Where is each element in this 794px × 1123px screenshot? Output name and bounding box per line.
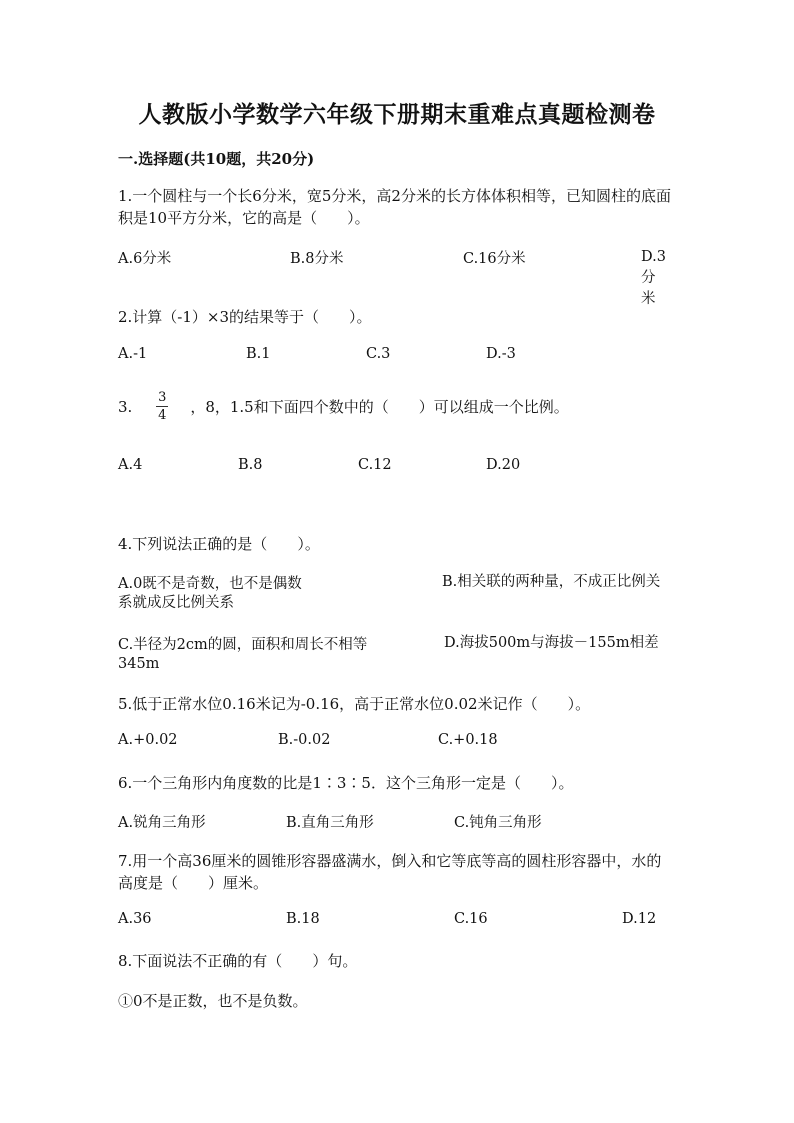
fraction-numerator: 3 xyxy=(158,390,167,405)
page-title: 人教版小学数学六年级下册期末重难点真题检测卷 xyxy=(138,101,656,128)
question-4-option-a: A.0既不是奇数，也不是偶数 xyxy=(118,576,302,592)
question-7-option-d: D.12 xyxy=(622,911,657,927)
question-3-text: ，8，1.5和下面四个数中的（ ）可以组成一个比例。 xyxy=(190,398,569,416)
question-1-option-c: C.16分米 xyxy=(463,251,526,267)
question-1-option-d-wrap xyxy=(118,247,667,310)
question-6-option-a: A.锐角三角形 xyxy=(118,815,206,831)
fraction-bar xyxy=(156,406,168,407)
question-4-option-b: B.相关联的两种量，不成正比例关系就成反比例关系 xyxy=(118,574,661,611)
question-3 xyxy=(118,390,569,423)
question-5-option-b: B.-0.02 xyxy=(278,732,331,748)
question-4-option-d: D.海拔500m与海拔－155m相差345m xyxy=(118,635,659,672)
question-2-text: 2.计算（-1）×3的结果等于（ ）。 xyxy=(118,308,372,326)
question-3-option-a: A.4 xyxy=(118,457,143,473)
question-7-option-c: C.16 xyxy=(454,911,488,927)
fraction-three-quarters xyxy=(156,390,168,423)
question-3-option-d: D.20 xyxy=(486,457,521,473)
question-2-option-c: C.3 xyxy=(366,346,391,362)
question-1-option-b: B.8分米 xyxy=(290,251,344,267)
question-5-option-a: A.+0.02 xyxy=(118,732,178,748)
question-1-option-d: D.3分米 xyxy=(641,249,666,307)
question-2-option-a: A.-1 xyxy=(118,346,148,362)
question-1-option-a: A.6分米 xyxy=(118,251,172,267)
section-heading: 一.选择题(共10题，共20分) xyxy=(118,150,315,168)
question-6-option-c: C.钝角三角形 xyxy=(454,815,542,831)
question-7-text: 7.用一个高36厘米的圆锥形容器盛满水，倒入和它等底等高的圆柱形容器中，水的高度是（ ）厘米。 xyxy=(118,852,662,892)
question-5-text: 5.低于正常水位0.16米记为-0.16，高于正常水位0.02米记作（ ）。 xyxy=(118,695,591,713)
question-8-statement-1: ①0不是正数，也不是负数。 xyxy=(118,992,308,1010)
question-7-option-a: A.36 xyxy=(118,911,152,927)
question-6-text: 6.一个三角形内角度数的比是1∶3∶5．这个三角形一定是（ ）。 xyxy=(118,774,574,792)
question-2-option-b: B.1 xyxy=(246,346,271,362)
question-5-option-c: C.+0.18 xyxy=(438,732,498,748)
question-7-option-b: B.18 xyxy=(286,911,320,927)
question-1-text: 1.一个圆柱与一个长6分米，宽5分米，高2分米的长方体体积相等，已知圆柱的底面积是10平方分米，它的高是（ ）。 xyxy=(118,187,671,227)
question-8-text: 8.下面说法不正确的有（ ）句。 xyxy=(118,952,358,970)
question-4-text: 4.下列说法正确的是（ ）。 xyxy=(118,535,320,553)
question-3-number: 3. xyxy=(118,397,133,416)
question-3-option-b: B.8 xyxy=(238,457,263,473)
question-2-option-d: D.-3 xyxy=(486,346,516,362)
fraction-denominator: 4 xyxy=(158,408,167,423)
question-4-option-c: C.半径为2cm的圆，面积和周长不相等 xyxy=(118,637,368,653)
question-3-option-c: C.12 xyxy=(358,457,392,473)
question-6-option-b: B.直角三角形 xyxy=(286,815,374,831)
